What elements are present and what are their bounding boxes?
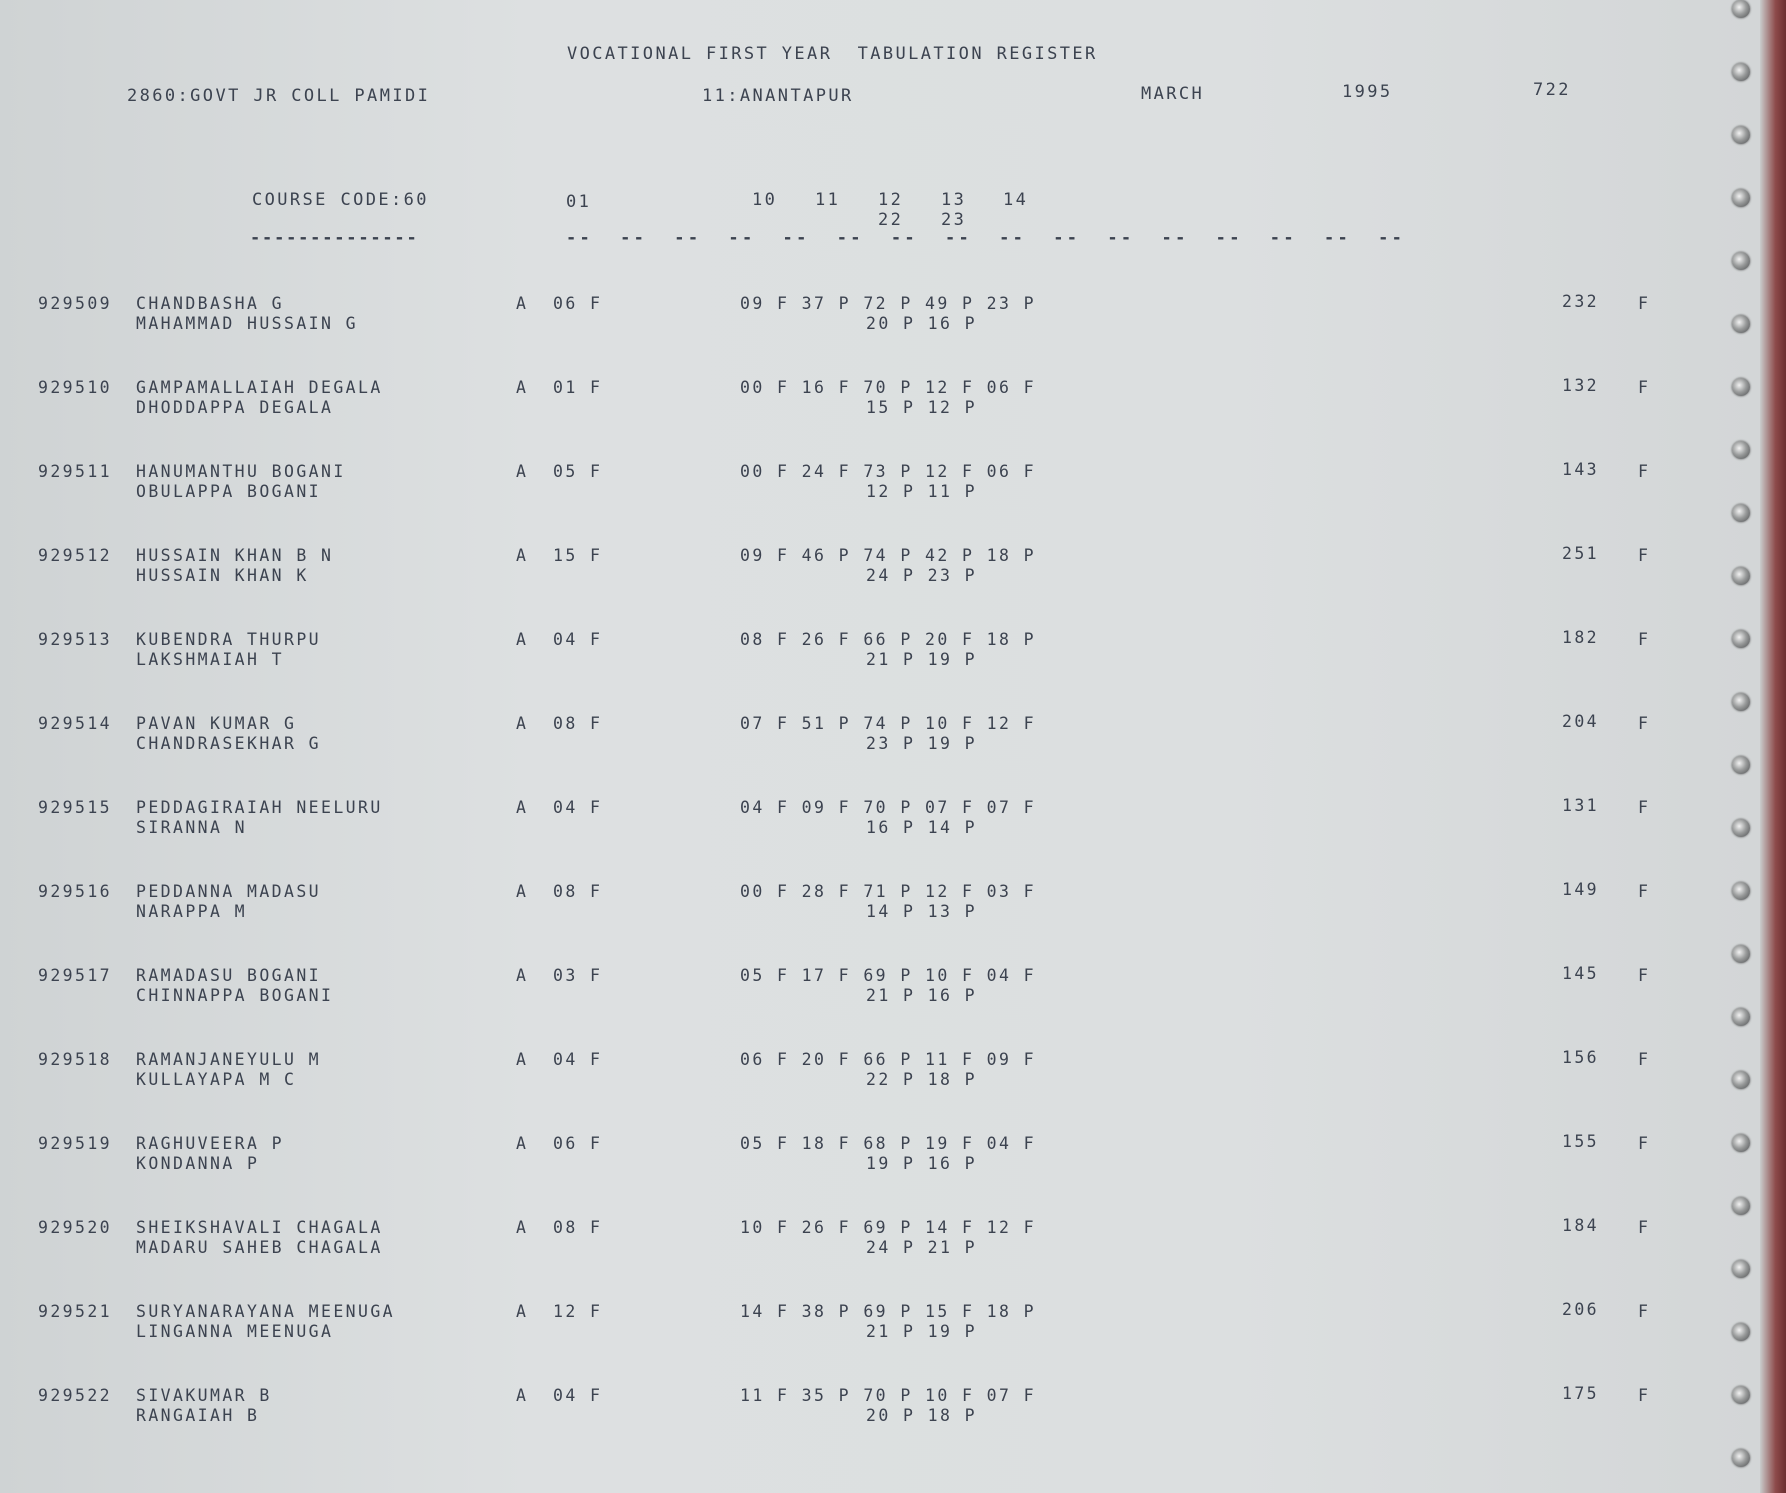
father-name: RANGAIAH B	[136, 1406, 260, 1425]
student-name: RAMADASU BOGANI	[136, 966, 322, 985]
total-marks: 145	[1562, 964, 1600, 983]
student-record	[0, 964, 1760, 1008]
total-marks: 232	[1562, 292, 1600, 311]
feed-hole	[1732, 819, 1750, 837]
subject-01-marks: A 15 F	[516, 546, 603, 565]
result-code: F	[1638, 378, 1651, 397]
father-name: DHODDAPPA DEGALA	[136, 398, 334, 417]
student-name: HANUMANTHU BOGANI	[136, 462, 346, 481]
subject-marks-line-2: 23 P 19 P	[866, 734, 978, 753]
student-name: CHANDBASHA G	[136, 294, 285, 313]
student-name: RAGHUVEERA P	[136, 1134, 285, 1153]
father-name: HUSSAIN KHAN K	[136, 566, 309, 585]
student-name: GAMPAMALLAIAH DEGALA	[136, 378, 383, 397]
result-code: F	[1638, 1050, 1651, 1069]
student-record	[0, 796, 1760, 840]
roll-number: 929522	[38, 1386, 113, 1405]
result-code: F	[1638, 462, 1651, 481]
subject-marks-line-1: 14 F 38 P 69 P 15 F 18 P	[740, 1302, 1037, 1321]
course-code-label: COURSE CODE:60	[252, 190, 429, 210]
roll-number: 929513	[38, 630, 113, 649]
feed-hole	[1732, 1197, 1750, 1215]
subject-01-marks: A 04 F	[516, 630, 603, 649]
column-header-13: 13	[941, 190, 967, 210]
result-code: F	[1638, 798, 1651, 817]
total-marks: 175	[1562, 1384, 1600, 1403]
feed-hole	[1732, 63, 1750, 81]
student-name: PEDDAGIRAIAH NEELURU	[136, 798, 383, 817]
roll-number: 929510	[38, 378, 113, 397]
course-code-underline: --------------	[250, 228, 419, 248]
column-header-14: 14	[1003, 190, 1029, 210]
student-name: SHEIKSHAVALI CHAGALA	[136, 1218, 383, 1237]
subject-marks-line-1: 05 F 18 F 68 P 19 F 04 F	[740, 1134, 1037, 1153]
roll-number: 929516	[38, 882, 113, 901]
exam-month: MARCH	[1141, 84, 1205, 104]
student-record	[0, 1384, 1760, 1428]
subject-marks-line-2: 15 P 12 P	[866, 398, 978, 417]
exam-year: 1995	[1342, 82, 1393, 102]
feed-hole	[1732, 378, 1750, 396]
subject-marks-line-2: 21 P 19 P	[866, 1322, 978, 1341]
feed-hole	[1732, 567, 1750, 585]
feed-hole	[1732, 441, 1750, 459]
father-name: LAKSHMAIAH T	[136, 650, 285, 669]
roll-number: 929511	[38, 462, 113, 481]
feed-hole	[1732, 756, 1750, 774]
father-name: OBULAPPA BOGANI	[136, 482, 322, 501]
subject-marks-line-1: 00 F 28 F 71 P 12 F 03 F	[740, 882, 1037, 901]
subject-marks-line-1: 06 F 20 F 66 P 11 F 09 F	[740, 1050, 1037, 1069]
subject-marks-line-2: 19 P 16 P	[866, 1154, 978, 1173]
subject-marks-line-1: 05 F 17 F 69 P 10 F 04 F	[740, 966, 1037, 985]
feed-hole	[1732, 189, 1750, 207]
result-code: F	[1638, 1302, 1651, 1321]
subject-marks-line-1: 08 F 26 F 66 P 20 F 18 P	[740, 630, 1037, 649]
father-name: NARAPPA M	[136, 902, 248, 921]
subject-01-marks: A 12 F	[516, 1302, 603, 1321]
student-record	[0, 1132, 1760, 1176]
student-record	[0, 292, 1760, 336]
total-marks: 131	[1562, 796, 1600, 815]
student-record	[0, 1048, 1760, 1092]
student-name: PAVAN KUMAR G	[136, 714, 297, 733]
column-header-23: 23	[941, 210, 967, 230]
subject-marks-line-1: 00 F 24 F 73 P 12 F 06 F	[740, 462, 1037, 481]
student-name: SURYANARAYANA MEENUGA	[136, 1302, 396, 1321]
feed-hole	[1732, 630, 1750, 648]
subject-01-marks: A 06 F	[516, 294, 603, 313]
feed-hole	[1732, 1386, 1750, 1404]
binding-edge	[1760, 0, 1786, 1493]
column-header-12: 12	[878, 190, 904, 210]
subject-marks-line-1: 04 F 09 F 70 P 07 F 07 F	[740, 798, 1037, 817]
column-header-01: 01	[566, 192, 592, 212]
feed-hole	[1732, 945, 1750, 963]
subject-01-marks: A 04 F	[516, 1050, 603, 1069]
subject-01-marks: A 08 F	[516, 882, 603, 901]
roll-number: 929509	[38, 294, 113, 313]
roll-number: 929514	[38, 714, 113, 733]
result-code: F	[1638, 966, 1651, 985]
feed-hole	[1732, 1134, 1750, 1152]
feed-hole	[1732, 1071, 1750, 1089]
result-code: F	[1638, 294, 1651, 313]
result-code: F	[1638, 630, 1651, 649]
father-name: LINGANNA MEENUGA	[136, 1322, 334, 1341]
subject-marks-line-1: 09 F 46 P 74 P 42 P 18 P	[740, 546, 1037, 565]
father-name: MADARU SAHEB CHAGALA	[136, 1238, 383, 1257]
subject-marks-line-1: 09 F 37 P 72 P 49 P 23 P	[740, 294, 1037, 313]
college-name: 2860:GOVT JR COLL PAMIDI	[127, 86, 431, 106]
subject-marks-line-2: 20 P 18 P	[866, 1406, 978, 1425]
feed-hole	[1732, 504, 1750, 522]
father-name: KONDANNA P	[136, 1154, 260, 1173]
subject-marks-line-1: 00 F 16 F 70 P 12 F 06 F	[740, 378, 1037, 397]
father-name: CHINNAPPA BOGANI	[136, 986, 334, 1005]
feed-hole	[1732, 693, 1750, 711]
father-name: KULLAYAPA M C	[136, 1070, 297, 1089]
student-name: PEDDANNA MADASU	[136, 882, 322, 901]
column-header-11: 11	[815, 190, 841, 210]
student-record	[0, 712, 1760, 756]
feed-hole	[1732, 1449, 1750, 1467]
student-record	[0, 628, 1760, 672]
feed-hole	[1732, 1260, 1750, 1278]
subject-01-marks: A 08 F	[516, 1218, 603, 1237]
feed-hole	[1732, 126, 1750, 144]
student-name: KUBENDRA THURPU	[136, 630, 322, 649]
total-marks: 182	[1562, 628, 1600, 647]
total-marks: 184	[1562, 1216, 1600, 1235]
result-code: F	[1638, 882, 1651, 901]
subject-marks-line-1: 11 F 35 P 70 P 10 F 07 F	[740, 1386, 1037, 1405]
student-name: SIVAKUMAR B	[136, 1386, 272, 1405]
student-record	[0, 1300, 1760, 1344]
subject-marks-line-2: 21 P 16 P	[866, 986, 978, 1005]
total-marks: 149	[1562, 880, 1600, 899]
result-code: F	[1638, 714, 1651, 733]
register-title: VOCATIONAL FIRST YEAR TABULATION REGISTER	[567, 44, 1098, 64]
feed-hole	[1732, 1008, 1750, 1026]
page-number: 722	[1533, 80, 1571, 100]
subject-marks-line-2: 21 P 19 P	[866, 650, 978, 669]
roll-number: 929518	[38, 1050, 113, 1069]
subject-marks-line-2: 16 P 14 P	[866, 818, 978, 837]
roll-number: 929512	[38, 546, 113, 565]
roll-number: 929520	[38, 1218, 113, 1237]
student-name: RAMANJANEYULU M	[136, 1050, 322, 1069]
feed-hole	[1732, 315, 1750, 333]
subject-01-marks: A 01 F	[516, 378, 603, 397]
student-record	[0, 460, 1760, 504]
student-record	[0, 1216, 1760, 1260]
column-header-22: 22	[878, 210, 904, 230]
total-marks: 204	[1562, 712, 1600, 731]
roll-number: 929517	[38, 966, 113, 985]
roll-number: 929521	[38, 1302, 113, 1321]
total-marks: 251	[1562, 544, 1600, 563]
student-record	[0, 376, 1760, 420]
father-name: SIRANNA N	[136, 818, 248, 837]
father-name: CHANDRASEKHAR G	[136, 734, 322, 753]
student-record	[0, 544, 1760, 588]
subject-marks-line-1: 07 F 51 P 74 P 10 F 12 F	[740, 714, 1037, 733]
subject-marks-line-1: 10 F 26 F 69 P 14 F 12 F	[740, 1218, 1037, 1237]
column-dash-rule: -- -- -- -- -- -- -- -- -- -- -- -- -- -- -- --	[566, 228, 1406, 248]
total-marks: 143	[1562, 460, 1600, 479]
feed-hole	[1732, 0, 1750, 18]
result-code: F	[1638, 546, 1651, 565]
total-marks: 132	[1562, 376, 1600, 395]
father-name: MAHAMMAD HUSSAIN G	[136, 314, 359, 333]
subject-01-marks: A 08 F	[516, 714, 603, 733]
total-marks: 206	[1562, 1300, 1600, 1319]
column-header-10: 10	[752, 190, 778, 210]
result-code: F	[1638, 1386, 1651, 1405]
total-marks: 155	[1562, 1132, 1600, 1151]
subject-marks-line-2: 20 P 16 P	[866, 314, 978, 333]
subject-01-marks: A 06 F	[516, 1134, 603, 1153]
roll-number: 929515	[38, 798, 113, 817]
district-name: 11:ANANTAPUR	[702, 86, 854, 106]
subject-01-marks: A 04 F	[516, 1386, 603, 1405]
result-code: F	[1638, 1218, 1651, 1237]
feed-hole	[1732, 882, 1750, 900]
roll-number: 929519	[38, 1134, 113, 1153]
subject-marks-line-2: 14 P 13 P	[866, 902, 978, 921]
subject-marks-line-2: 24 P 23 P	[866, 566, 978, 585]
subject-01-marks: A 05 F	[516, 462, 603, 481]
subject-marks-line-2: 12 P 11 P	[866, 482, 978, 501]
subject-01-marks: A 03 F	[516, 966, 603, 985]
total-marks: 156	[1562, 1048, 1600, 1067]
subject-marks-line-2: 22 P 18 P	[866, 1070, 978, 1089]
result-code: F	[1638, 1134, 1651, 1153]
feed-hole	[1732, 1323, 1750, 1341]
subject-01-marks: A 04 F	[516, 798, 603, 817]
feed-hole	[1732, 252, 1750, 270]
subject-marks-line-2: 24 P 21 P	[866, 1238, 978, 1257]
student-record	[0, 880, 1760, 924]
student-name: HUSSAIN KHAN B N	[136, 546, 334, 565]
